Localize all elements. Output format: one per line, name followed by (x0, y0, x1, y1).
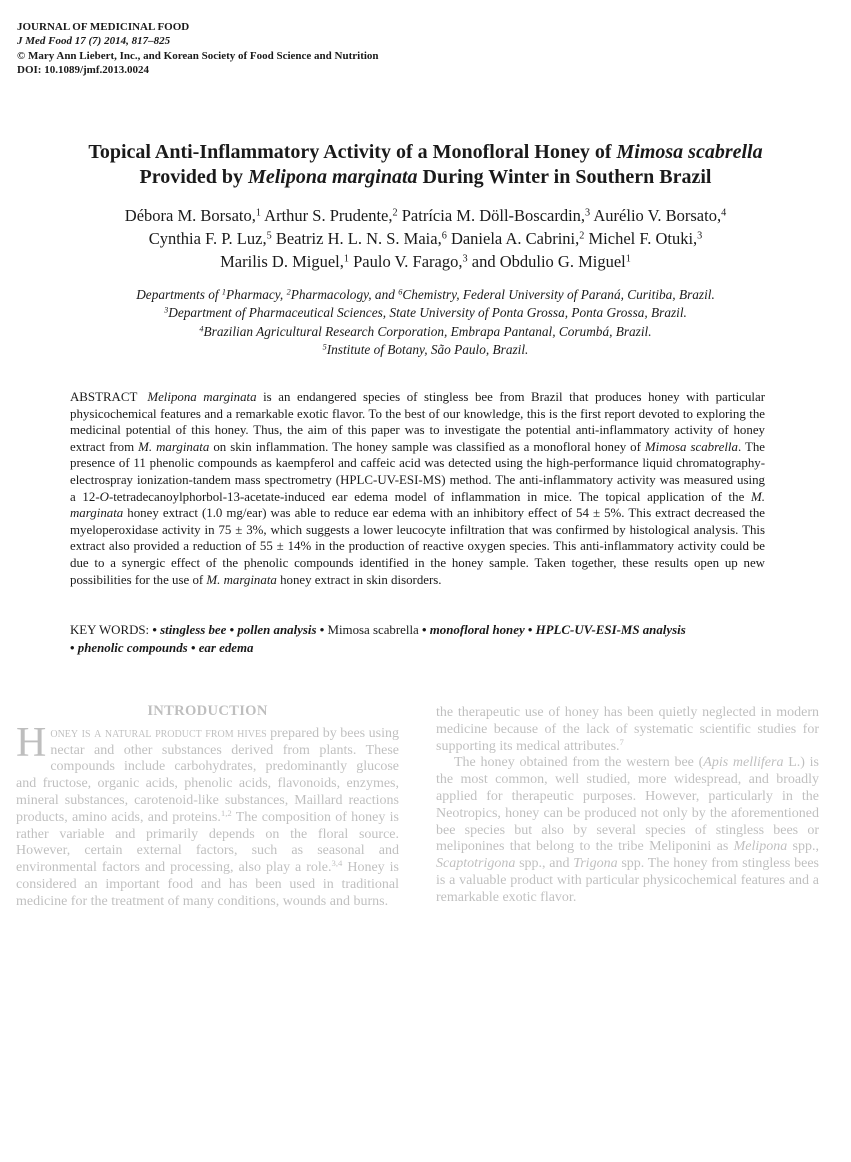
keywords-label: KEY WORDS: (70, 623, 150, 637)
bullet-icon: • (319, 623, 325, 637)
abstract-label: ABSTRACT (70, 390, 138, 404)
key-words (70, 622, 770, 657)
bullet-icon: • (70, 640, 75, 655)
affiliation-line-3: $^4$Brazilian Agricultural Research Corporation, Embrapa Pantanal, Corumbá, Brazil. (199, 323, 652, 339)
keyword: Mimosa scabrella (327, 623, 419, 637)
affiliation-line-1: Departments of $^1$Pharmacy, $^2$Pharmacology, and $^6$Chemistry, Federal University of Paraná, Curitiba, Brazil. (136, 287, 715, 302)
keyword: pollen analysis (237, 623, 317, 637)
bullet-icon: • (527, 623, 533, 637)
affiliations (20, 286, 831, 359)
bullet-icon: • (229, 623, 235, 637)
title-line-1: Topical Anti-Inflammatory Activity of a Monofloral Honey of Mimosa scabrella (88, 141, 763, 163)
intro-paragraph-right-2: The honey obtained from the western bee (Apis mellifera L.) is the most common, well studied, more widespread, and broadly applied for therapeutic purposes. However, particularly in the Neotropics, honey can be produced not only by the aforementioned bee species but also by several species of stingless bees or meliponines that belong to the tribe Meliponini as Melipona spp., Scaptotrigona spp., and Trigona spp. The honey from stingless bees is a valuable product with particular physicochemical features and a remarkable exotic flavor. (436, 755, 819, 905)
keyword: monofloral honey (429, 623, 525, 637)
journal-citation: J Med Food 17 (7) 2014, 817–825 (17, 35, 171, 48)
bullet-icon: • (422, 623, 427, 637)
author-list (20, 204, 831, 273)
affiliation-line-4: $^5$Institute of Botany, São Paulo, Brazil. (322, 341, 529, 357)
author-line-2: Cynthia F. P. Luz,$^5$ Beatriz H. L. N. S. Maia,$^6$ Daniela A. Cabrini,$^2$ Michel F. Otuki,$^3$ (148, 229, 703, 248)
bullet-icon: • (152, 623, 157, 637)
bullet-icon: • (190, 640, 196, 655)
intro-left-column (16, 703, 399, 911)
section-heading-introduction: INTRODUCTION (147, 703, 268, 719)
intro-paragraph-right-1: the therapeutic use of honey has been quietly neglected in modern medicine because of the lack of systematic scientific studies for supporting its medical attributes.$^7$ (436, 705, 819, 754)
journal-name: JOURNAL OF MEDICINAL FOOD (17, 21, 190, 33)
paper-title (20, 140, 831, 190)
intro-paragraph-1: Honey is a natural product from hives prepared by bees using nectar and other substances derived from plants. These compounds include carbohydrates, predominantly glucose and fructose, organic acids, phenolic acids, flavonoids, enzymes, mineral substances, carotenoid-like substances, Maillard reactions products, amino acids, and proteins.$^{1,2}$ The composition of honey is rather variable and primarily depends on the floral source. However, certain external factors, such as seasonal and environmental factors and processing, also play a role.$^{3,4}$ Honey is considered an important food and has been used in traditional medicine for the treatment of many conditions, wounds and burns. (16, 719, 400, 909)
keyword: phenolic compounds (77, 640, 188, 655)
keyword: stingless bee (160, 623, 227, 637)
abstract: ABSTRACT Melipona marginata is an endangered species of stingless bee from Brazil that produces honey with particular physicochemical features and a remarkable exotic flavor. To the best of our knowledge, this is the first report devoted to exploring the medicinal potential of this honey. Thus, the aim of this paper was to investigate the potential anti-inflammatory activity of honey extract from M. marginata on skin inflammation. The honey sample was classified as a monofloral honey of Mimosa scabrella. The presence of 11 phenolic compounds as kaempferol and caffeic acid was detected using the high-performance liquid chromatography-electrospray ionization-tandem mass spectrometry (HPLC-UV-ESI-MS) method. The anti-inflammatory activity was measured using a 12-O-tetradecanoylphorbol-13-acetate-induced ear edema model of inflammation in mice. The topical application of the M. marginata honey extract (1.0 mg/ear) was able to reduce ear edema with an inhibitory effect of 54 ± 5%. This extract decreased the myeloperoxidase activity in 75 ± 3%, which suggests a lower leucocyte infiltration that was confirmed by histological analysis. This extract also provided a reduction of 55 ± 14% in the production of reactive oxygen species. This anti-inflammatory activity could be due to a synergic effect of the phenolic compounds identified in the honey sample. Taken together, these results open up new possibilities for the use of M. marginata honey extract in skin disorders. (70, 390, 765, 587)
affiliation-line-2: $^3$Department of Pharmaceutical Sciences, State University of Ponta Grossa, Ponta Grossa, Brazil. (164, 305, 687, 321)
journal-header (17, 20, 379, 77)
author-line-1: Débora M. Borsato,$^1$ Arthur S. Prudente,$^2$ Patrícia M. Döll-Boscardin,$^3$ Aurélio V. Borsato,$^4$ (124, 206, 727, 225)
drop-cap: H (16, 719, 47, 766)
intro-right-column (436, 705, 819, 907)
keyword: HPLC-UV-ESI-MS analysis (535, 623, 686, 637)
author-line-3: Marilis D. Miguel,$^1$ Paulo V. Farago,$^3$ and Obdulio G. Miguel$^1$ (220, 252, 631, 271)
copyright-line: © Mary Ann Liebert, Inc., and Korean Society of Food Science and Nutrition (17, 49, 379, 62)
title-line-2: Provided by Melipona marginata During Winter in Southern Brazil (139, 166, 712, 188)
keyword: ear edema (198, 640, 254, 655)
doi-line: DOI: 10.1089/jmf.2013.0024 (17, 63, 149, 76)
